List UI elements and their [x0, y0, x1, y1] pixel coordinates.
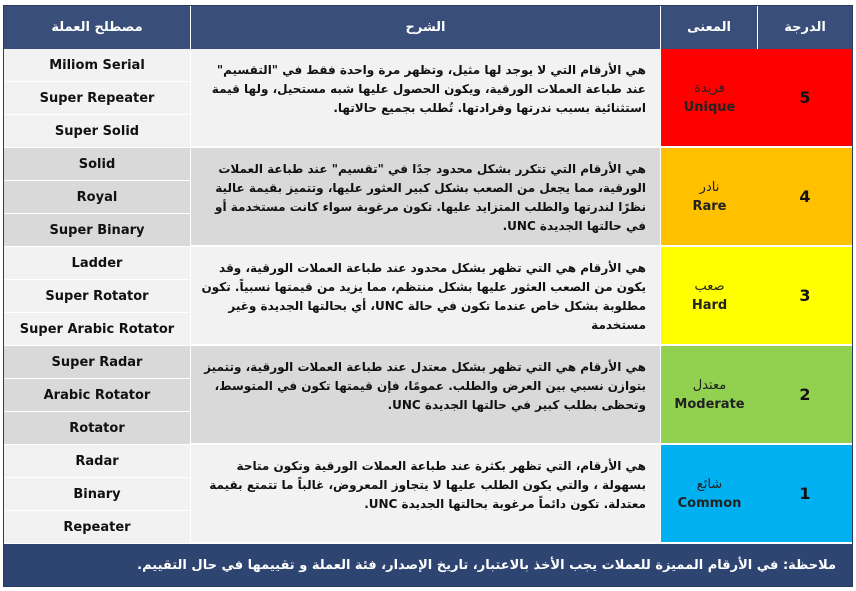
- meaning-cell: [661, 247, 758, 345]
- meaning-arabic: نادر: [699, 179, 720, 195]
- term-cell: Arabic Rotator: [4, 379, 191, 412]
- meaning-cell: [661, 445, 758, 543]
- meaning-cell: [661, 346, 758, 444]
- term-cell: Binary: [4, 478, 191, 511]
- grade-cell: 2: [758, 346, 852, 444]
- term-cell: Super Binary: [4, 214, 191, 247]
- term-cell: Super Arabic Rotator: [4, 313, 191, 346]
- term-cell: Miliom Serial: [4, 49, 191, 82]
- meaning-arabic: صعب: [694, 278, 725, 294]
- grade-cell: 4: [758, 148, 852, 246]
- grade-cell: 5: [758, 49, 852, 147]
- description-cell: هي الأرقام التي تتكرر بشكل محدود جدًا في "تقسيم" عند طباعة العملات الورقية، مما يجعل من الصعب بشكل كبير العثور عليها، وتتميز بقيمة عالية نظرًا لندرتها والطلب المتزايد عليها. تكون مرغوبة سواء كانت مستخدمة أو في حالتها الجديدة UNC.: [191, 148, 661, 246]
- meaning-english: Moderate: [674, 396, 745, 412]
- term-cell: Super Solid: [4, 115, 191, 148]
- meaning-arabic: شائع: [696, 476, 723, 492]
- grade-cell: 1: [758, 445, 852, 543]
- meaning-arabic: معتدل: [692, 377, 727, 393]
- term-cell: Ladder: [4, 247, 191, 280]
- grade-cell: 3: [758, 247, 852, 345]
- term-cell: Repeater: [4, 511, 191, 544]
- meaning-cell: [661, 148, 758, 246]
- meaning-arabic: فريدة: [694, 80, 725, 96]
- term-cell: Royal: [4, 181, 191, 214]
- term-cell: Solid: [4, 148, 191, 181]
- meaning-cell: [661, 49, 758, 147]
- header-meaning: المعنى: [661, 6, 758, 49]
- term-cell: Super Repeater: [4, 82, 191, 115]
- header-terms: مصطلح العملة: [4, 6, 191, 49]
- meaning-english: Common: [677, 495, 742, 511]
- header-description: الشرح: [191, 6, 661, 49]
- description-cell: هي الأرقام التي لا يوجد لها مثيل، وتظهر مرة واحدة فقط في "التقسيم" عند طباعة العملات الورقية، ويكون الحصول عليها شبه مستحيل، ولها قيمة استثنائية بسبب ندرتها وفرادتها. تُطلب بجميع حالاتها.: [191, 49, 661, 147]
- rarity-table: [3, 5, 853, 587]
- footer-note: ملاحظة: في الأرقام المميزة للعملات يجب الأخذ بالاعتبار، تاريخ الإصدار، فئة العملة و تقييمها في حال التقييم.: [4, 544, 852, 586]
- description-cell: هي الأرقام هي التي تظهر بشكل محدود عند طباعة العملات الورقية، وقد يكون من الصعب العثور عليها بشكل منتظم، مما يزيد من قيمتها نسبياً. تكون مطلوبة بشكل خاص عندما تكون في حالة UNC، أي بحالتها الجديدة وغير مستخدمة: [191, 247, 661, 345]
- header-grade: الدرجة: [758, 6, 852, 49]
- term-cell: Rotator: [4, 412, 191, 445]
- term-cell: Super Rotator: [4, 280, 191, 313]
- term-cell: Radar: [4, 445, 191, 478]
- meaning-english: Unique: [683, 99, 736, 115]
- description-cell: هي الأرقام، التي تظهر بكثرة عند طباعة العملات الورقية وتكون متاحة بسهولة ، والتي يكون الطلب عليها لا يتجاوز المعروض، غالباً ما تتمتع بقيمة معتدلة. تكون دائماً مرغوبة بحالتها الجديدة UNC.: [191, 445, 661, 543]
- meaning-english: Rare: [692, 198, 727, 214]
- term-cell: Super Radar: [4, 346, 191, 379]
- meaning-english: Hard: [691, 297, 728, 313]
- description-cell: هي الأرقام هي التي تظهر بشكل معتدل عند طباعة العملات الورقية، وتتميز بتوازن نسبي بين العرض والطلب. عمومًا، فإن قيمتها تكون في المتوسط، وتحظى بطلب كبير في حالتها الجديدة UNC.: [191, 346, 661, 444]
